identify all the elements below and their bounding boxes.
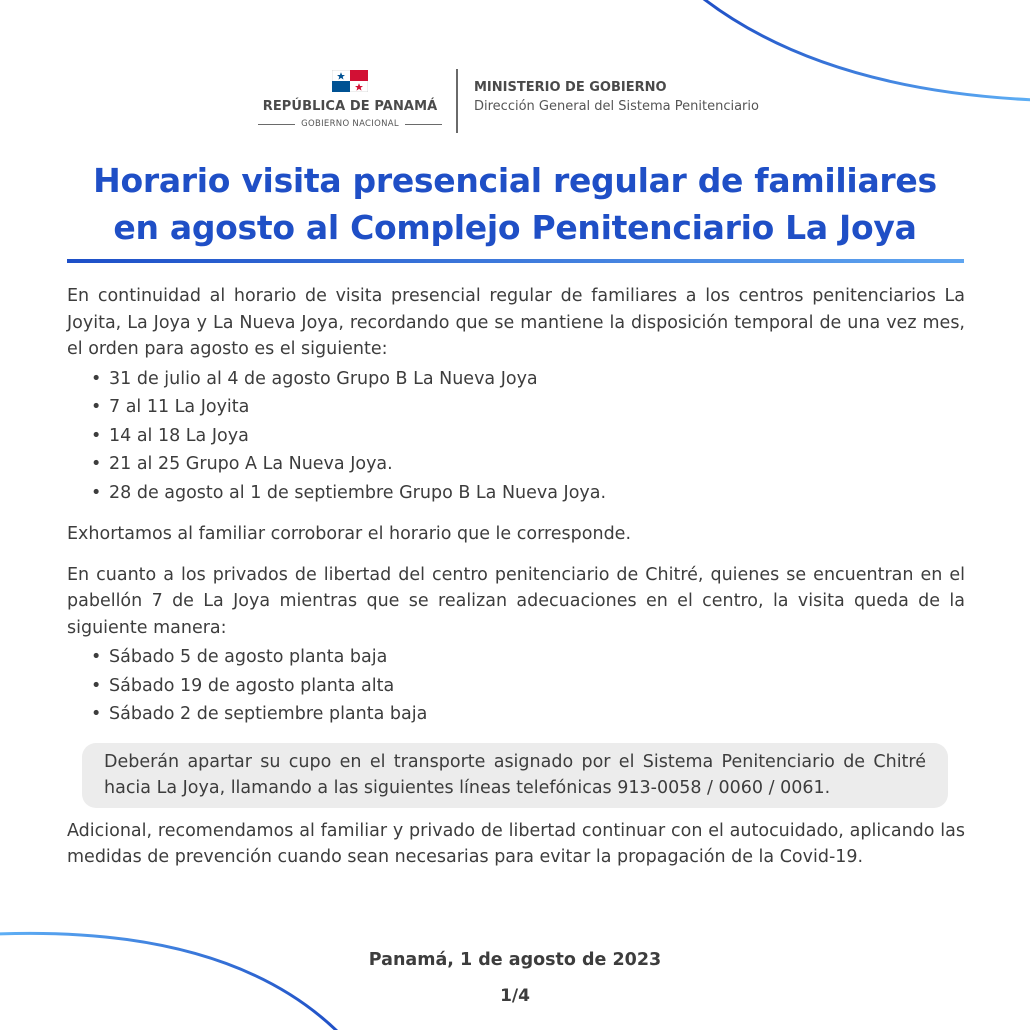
- tagline-rule-left: [258, 124, 295, 125]
- government-label: GOBIERNO NACIONAL: [301, 119, 399, 129]
- list-item: • 7 al 11 La Joyita: [89, 393, 965, 422]
- exhort-paragraph: Exhortamos al familiar corroborar el horario que le corresponde.: [67, 524, 632, 544]
- header-divider: [456, 69, 458, 133]
- transport-note-box: [82, 743, 948, 808]
- page-title: [40, 157, 990, 251]
- publication-date: Panamá, 1 de agosto de 2023: [368, 950, 662, 970]
- panama-flag-icon: [332, 70, 368, 92]
- ministry-name: MINISTERIO DE GOBIERNO: [474, 80, 667, 95]
- title-line-2: en agosto al Complejo Penitenciario La Joya: [113, 208, 917, 247]
- department-name: Dirección General del Sistema Penitenciario: [474, 99, 759, 114]
- title-underline: [67, 259, 964, 263]
- tagline-rule-right: [405, 124, 442, 125]
- list-item: • Sábado 5 de agosto planta baja: [89, 643, 965, 672]
- title-line-1: Horario visita presencial regular de familiares: [93, 161, 937, 200]
- list-item: • 14 al 18 La Joya: [89, 422, 965, 451]
- intro-paragraph: En continuidad al horario de visita presencial regular de familiares a los centros penitenciarios La Joyita, La Joya y La Nueva Joya, recordando que se mantiene la disposición temporal de una vez mes, el orden para agosto es el siguiente:: [67, 286, 965, 359]
- government-tagline: [258, 119, 442, 129]
- list-item: • Sábado 19 de agosto planta alta: [89, 672, 965, 701]
- chitre-schedule-list: [67, 643, 965, 729]
- schedule-list: [67, 365, 965, 508]
- list-item: • Sábado 2 de septiembre planta baja: [89, 700, 965, 729]
- bottom-left-arc: [0, 933, 340, 1030]
- list-item: • 28 de agosto al 1 de septiembre Grupo B La Nueva Joya.: [89, 479, 965, 508]
- closing-paragraph: Adicional, recomendamos al familiar y privado de libertad continuar con el autocuidado, aplicando las medidas de prevención cuando sean necesarias para evitar la propagación de la Covid-19.: [67, 820, 965, 867]
- header: [0, 66, 1030, 136]
- chitre-paragraph: En cuanto a los privados de libertad del centro penitenciario de Chitré, quienes se encuentran en el pabellón 7 de La Joya mientras que se realizan adecuaciones en el centro, la visita queda de la siguiente manera:: [67, 564, 965, 638]
- republic-name: REPÚBLICA DE PANAMÁ: [262, 99, 438, 114]
- transport-note: Deberán apartar su cupo en el transporte asignado por el Sistema Penitenciario de Chitré hacia La Joya, llamando a las siguientes líneas telefónicas 913-0058 / 0060 / 0061.: [104, 751, 926, 798]
- list-item: • 31 de julio al 4 de agosto Grupo B La Nueva Joya: [89, 365, 965, 394]
- list-item: • 21 al 25 Grupo A La Nueva Joya.: [89, 450, 965, 479]
- page-number: 1/4: [500, 986, 530, 1006]
- announcement-body: [67, 283, 965, 871]
